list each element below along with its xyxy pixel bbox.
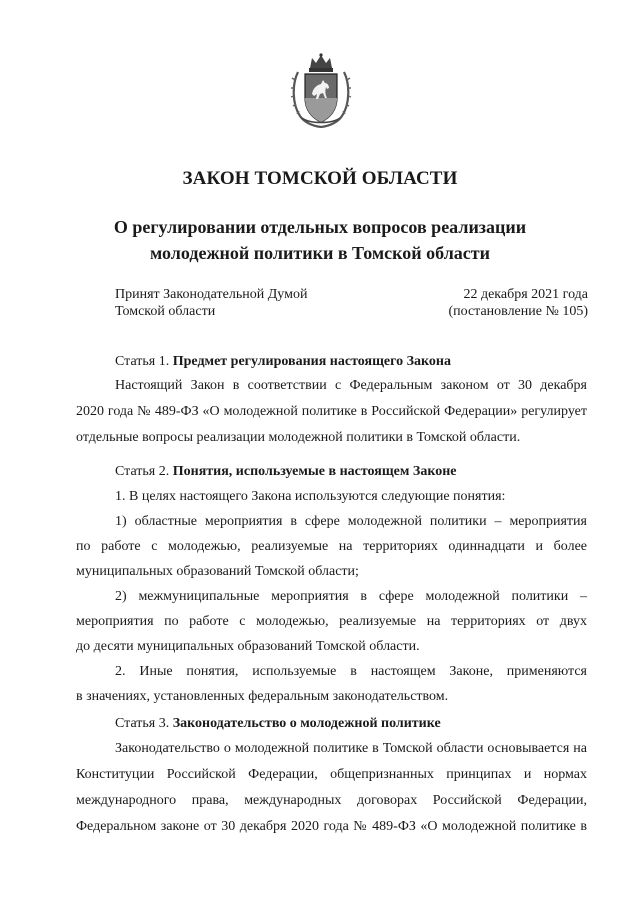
paragraph-line: 1) областные мероприятия в сфере молодежной политики – мероприятия bbox=[115, 514, 587, 529]
paragraph-line: по работе с молодежью, реализуемые на территориях одиннадцати и более bbox=[76, 539, 587, 554]
paragraph-line: мероприятия по работе с молодежью, реализуемые на территориях от двух bbox=[76, 614, 587, 629]
adoption-line: Томской области bbox=[115, 304, 216, 319]
article-title: Понятия, используемые в настоящем Законе bbox=[172, 464, 457, 479]
article-prefix: Статья 3. bbox=[115, 716, 170, 731]
adoption-line: Принят Законодательной Думой bbox=[115, 287, 308, 302]
paragraph-line: отдельные вопросы реализации молодежной политики в Томской области. bbox=[76, 430, 521, 445]
coat-of-arms-icon bbox=[290, 52, 352, 128]
paragraph-line: в значениях, установленных федеральным законодательством. bbox=[76, 689, 449, 704]
adoption-body bbox=[115, 286, 307, 320]
paragraph-line: международного права, международных договорах Российской Федерации, bbox=[76, 793, 587, 808]
paragraph-line: 2. Иные понятия, используемые в настоящем Законе, применяются bbox=[115, 664, 587, 679]
adoption-date bbox=[448, 286, 588, 320]
paragraph-line: Настоящий Закон в соответствии с Федеральным законом от 30 декабря bbox=[115, 378, 587, 393]
resolution-number-line: (постановление № 105) bbox=[448, 304, 588, 319]
paragraph-line: Конституции Российской Федерации, общепризнанных принципах и нормах bbox=[76, 767, 587, 782]
paragraph-line: муниципальных образований Томской области; bbox=[76, 564, 359, 579]
law-title: ЗАКОН ТОМСКОЙ ОБЛАСТИ bbox=[182, 168, 458, 189]
paragraph-line: 2020 года № 489-ФЗ «О молодежной политике в Российской Федерации» регулирует bbox=[76, 404, 587, 419]
adoption-date-line: 22 декабря 2021 года bbox=[463, 287, 588, 302]
article-prefix: Статья 1. bbox=[115, 354, 170, 369]
subtitle-line: молодежной политики в Томской области bbox=[150, 243, 490, 263]
article-heading bbox=[76, 352, 587, 372]
law-subtitle bbox=[60, 214, 580, 266]
article-title: Законодательство о молодежной политике bbox=[172, 716, 441, 731]
paragraph-line: Законодательство о молодежной политике в Томской области основывается на bbox=[115, 741, 587, 756]
article-title: Предмет регулирования настоящего Закона bbox=[172, 354, 451, 369]
paragraph-line: до десяти муниципальных образований Томской области. bbox=[76, 639, 420, 654]
article-heading bbox=[76, 714, 587, 734]
paragraph-line: Федеральном законе от 30 декабря 2020 года № 489-ФЗ «О молодежной политике в bbox=[76, 819, 587, 834]
article-prefix: Статья 2. bbox=[115, 464, 170, 479]
subtitle-line: О регулировании отдельных вопросов реализации bbox=[113, 217, 527, 237]
paragraph-line: 2) межмуниципальные мероприятия в сфере молодежной политики – bbox=[115, 589, 587, 604]
paragraph-line: 1. В целях настоящего Закона используются следующие понятия: bbox=[115, 489, 506, 504]
article-heading bbox=[76, 462, 587, 482]
